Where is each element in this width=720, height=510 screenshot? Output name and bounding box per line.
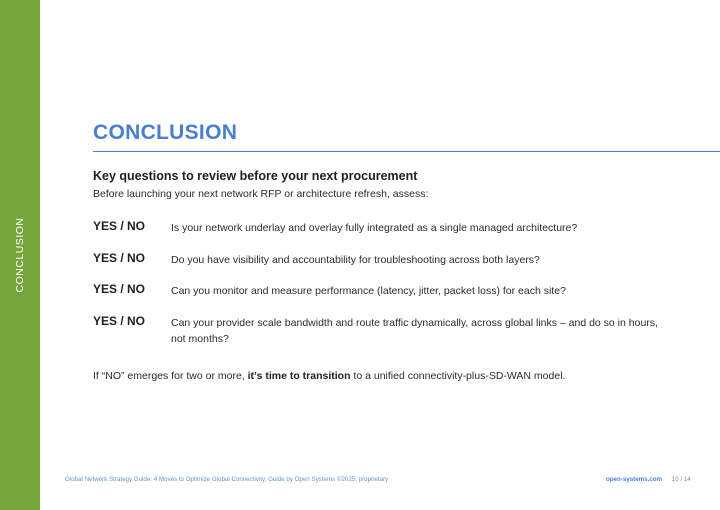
page-title: CONCLUSION [93, 121, 238, 144]
sidebar [0, 0, 40, 510]
intro-text: Before launching your next network RFP or architecture refresh, assess: [93, 188, 429, 200]
question-text: Can your provider scale bandwidth and route traffic dynamically, across global links – and do so in hours, not months? [171, 317, 658, 345]
conclusion-suffix: to a unified connectivity-plus-SD-WAN model. [350, 370, 566, 382]
footer-website-link[interactable]: open-systems.com [606, 476, 663, 483]
yes-no-label: YES / NO [93, 314, 146, 328]
conclusion-emphasis: it’s time to transition [247, 370, 351, 382]
footer-citation: Global Network Strategy Guide: 4 Moves to Optimize Global Connectivity, Guide by Open Systems ©2025, proprietary [65, 476, 389, 483]
yes-no-label: YES / NO [93, 219, 146, 233]
conclusion-prefix: If “NO” emerges for two or more, [93, 370, 248, 382]
question-text: Do you have visibility and accountability for troubleshooting across both layers? [171, 254, 540, 266]
sidebar-label: CONCLUSION [14, 217, 26, 293]
question-text: Is your network underlay and overlay fully integrated as a single managed architecture? [171, 222, 578, 234]
yes-no-label: YES / NO [93, 251, 146, 265]
question-text: Can you monitor and measure performance (latency, jitter, packet loss) for each site? [171, 285, 566, 297]
title-divider [93, 151, 720, 152]
conclusion-statement [93, 370, 565, 382]
section-subtitle: Key questions to review before your next procurement [93, 169, 418, 183]
footer-right [606, 476, 691, 483]
yes-no-label: YES / NO [93, 282, 146, 296]
page-number: 10 / 14 [671, 476, 691, 483]
